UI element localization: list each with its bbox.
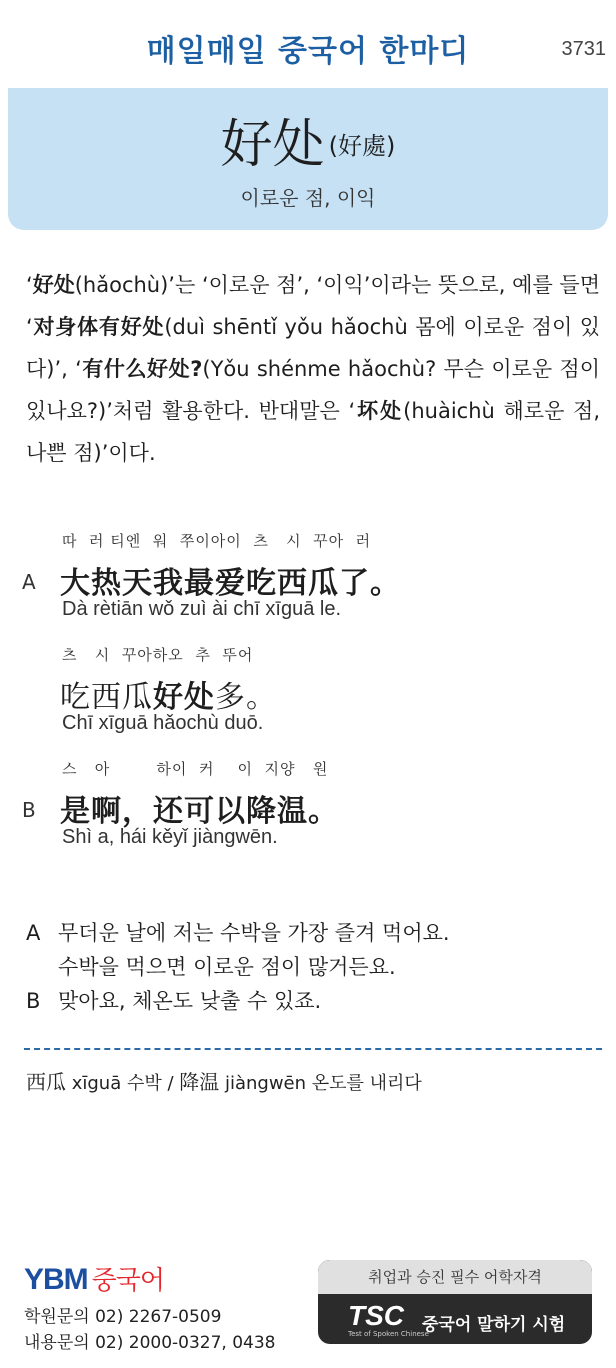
- translation-text: 수박을 먹으면 이로운 점이 많거든요.: [58, 955, 396, 979]
- explanation-text: (duì shēntǐ yǒu hǎochù 몸에 이로운 점이 있다)’, ‘: [26, 315, 600, 381]
- dialogue-reading: 스 아 하이 커 이 지양 원: [62, 760, 329, 778]
- ybm-brand: YBM: [24, 1263, 88, 1296]
- explanation-keyword: 坏处: [355, 399, 404, 423]
- contact-academy: 학원문의 02) 2267-0509: [24, 1307, 222, 1327]
- vocab-gloss: xīguā 수박 /: [66, 1073, 180, 1094]
- word-box: [8, 88, 608, 230]
- tsc-tagline: 취업과 승진 필수 어학자격: [318, 1260, 592, 1294]
- ybm-logo: [24, 1260, 164, 1297]
- dialogue-hanzi-keyword: 好处: [153, 680, 215, 715]
- tsc-banner: [318, 1260, 592, 1344]
- translation-speaker: [26, 950, 58, 984]
- explanation-text: (Yǒu shénme hǎochù? 무슨 이로운 점이 있나요?)’처럼 활용한다. 반대말은 ‘: [26, 357, 601, 423]
- ybm-brand-kr: 중국어: [91, 1266, 165, 1296]
- dialogue-hanzi: 大热天我最爱吃西瓜了。: [60, 566, 401, 601]
- translation-speaker: A: [26, 921, 41, 945]
- vocab-word: 降温: [179, 1070, 220, 1094]
- tsc-logo: TSC: [348, 1300, 404, 1331]
- explanation-text: (huàichù 해로운 점, 나쁜 점)’이다.: [26, 399, 600, 465]
- dialogue-hanzi: [60, 672, 277, 716]
- dialogue-pinyin: Chī xīguā hǎochù duō.: [62, 712, 264, 734]
- dialogue-hanzi-part: 多。: [215, 680, 277, 715]
- issue-number: 3731: [561, 38, 606, 60]
- translation-line: [26, 916, 586, 950]
- explanation-keyword: 有什么好处?: [81, 357, 203, 381]
- vocab-word: 西瓜: [26, 1070, 66, 1094]
- translation-line: [26, 950, 586, 984]
- translation-block: [26, 916, 586, 1018]
- explanation-text: (hǎochù)’는 ‘이로운 점’, ‘이익’이라는 뜻으로, 예를 들면 ‘: [26, 273, 600, 339]
- vocab-gloss: jiàngwēn 온도를 내리다: [219, 1073, 422, 1094]
- translation-text: 무더운 날에 저는 수박을 가장 즐겨 먹어요.: [58, 921, 450, 945]
- dialogue-hanzi: 是啊，还可以降温。: [60, 794, 339, 829]
- translation-text: 맞아요, 체온도 낮출 수 있죠.: [58, 989, 322, 1013]
- vocabulary-line: [26, 1066, 422, 1095]
- explanation-keyword: 对身体有好处: [32, 315, 165, 339]
- translation-speaker: B: [26, 989, 41, 1013]
- dialogue-pinyin: Shì a, hái kěyǐ jiàngwēn.: [62, 826, 278, 848]
- dialogue-reading: 따 러 티엔 워 쭈이아이 츠 시 꾸아 러: [62, 532, 372, 550]
- word-traditional: (好處): [328, 132, 396, 160]
- explanation-text: ‘: [26, 273, 33, 297]
- explanation-keyword: 好处: [32, 273, 75, 297]
- dialogue-speaker: B: [22, 798, 36, 822]
- dialogue-reading: 츠 시 꾸아하오 추 뚜어: [62, 646, 254, 664]
- tsc-logo-sub: Test of Spoken Chinese: [348, 1330, 429, 1338]
- word-hanzi: [8, 102, 608, 177]
- dashed-divider: [24, 1048, 602, 1050]
- contact-content: 내용문의 02) 2000-0327, 0438: [24, 1333, 276, 1353]
- dialogue-hanzi-part: 吃西瓜: [60, 680, 153, 715]
- explanation-paragraph: [26, 264, 600, 474]
- translation-line: [26, 984, 586, 1018]
- dialogue-pinyin: Dà rètiān wǒ zuì ài chī xīguā le.: [62, 598, 342, 620]
- word-meaning: 이로운 점, 이익: [240, 186, 376, 210]
- word-main: 好处: [220, 115, 325, 175]
- dialogue-speaker: A: [22, 570, 36, 594]
- header-title: 매일매일 중국어 한마디: [146, 34, 470, 69]
- tsc-label: 중국어 말하기 시험: [422, 1315, 566, 1335]
